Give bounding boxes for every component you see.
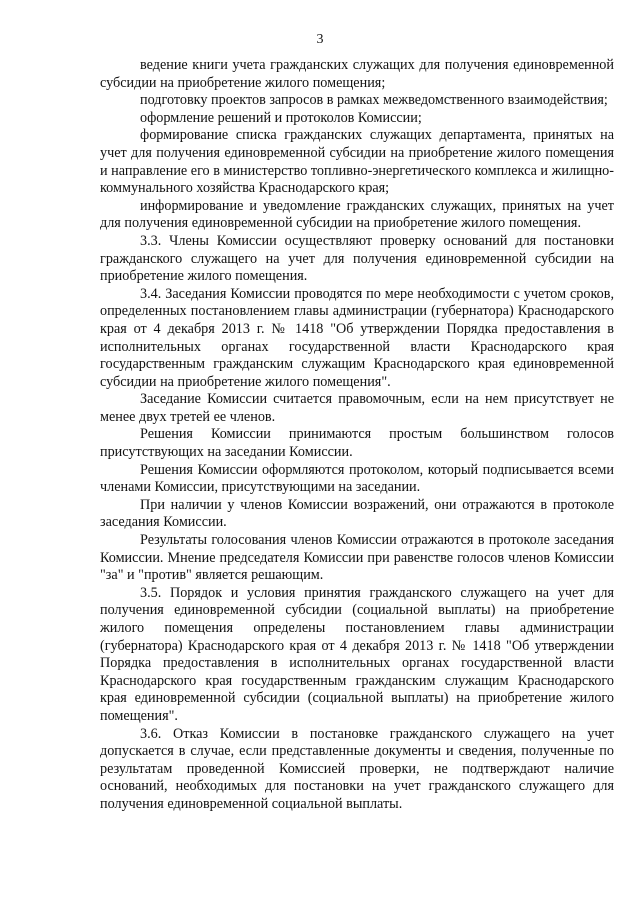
paragraph-3-4: 3.4. Заседания Комиссии проводятся по мере необходимости с учетом сроков, определенных постановлением главы администрации (губернатора) Краснодарского края от 4 декабря 2013 г. № 1418 "Об утверждении Порядка предоставления в исполнительных органах государственной власти Краснодарского края государственным гражданским служащим Краснодарского края единовременной субсидии на приобретение жилого помещения". bbox=[100, 285, 614, 390]
paragraph-decisions-protocols: оформление решений и протоколов Комиссии; bbox=[140, 109, 422, 126]
paragraph-employee-list: формирование списка гражданских служащих департамента, принятых на учет для получения единовременной субсидии на приобретение жилого помещения и направление его в министерство топливно-энергетического комплекса и жилищно-коммунального хозяйства Краснодарского края; bbox=[100, 127, 614, 197]
paragraph-notification: информирование и уведомление гражданских служащих, принятых на учет для получения единовременной субсидии на приобретение жилого помещения. bbox=[100, 197, 614, 232]
document-body bbox=[100, 57, 614, 814]
paragraph-quorum: Заседание Комиссии считается правомочным, если на нем присутствует не менее двух третей ее членов. bbox=[100, 391, 614, 425]
paragraph-3-3: 3.3. Члены Комиссии осуществляют проверку оснований для постановки гражданского служащего на учет для получения единовременной субсидии на приобретение жилого помещения. bbox=[100, 232, 614, 285]
paragraph-book-keeping: ведение книги учета гражданских служащих для получения единовременной субсидии на приобретение жилого помещения; bbox=[100, 57, 614, 91]
paragraph-protocol-signing: Решения Комиссии оформляются протоколом, который подписывается всеми членами Комиссии, присутствующими на заседании. bbox=[100, 461, 614, 496]
paragraph-voting-results: Результаты голосования членов Комиссии отражаются в протоколе заседания Комиссии. Мнение председателя Комиссии при равенстве голосов членов Комиссии "за" и "против" является решающим. bbox=[100, 532, 614, 584]
paragraph-3-6: 3.6. Отказ Комиссии в постановке гражданского служащего на учет допускается в случае, если представленные документы и сведения, полученные по результатам проведенной Комиссией проверки, не подтверждают наличие оснований, необходимых для постановки на учет гражданского служащего для получения единовременной социальной выплаты. bbox=[100, 725, 614, 812]
paragraph-interagency-requests: подготовку проектов запросов в рамках межведомственного взаимодействия; bbox=[140, 92, 608, 109]
paragraph-majority-vote: Решения Комиссии принимаются простым большинством голосов присутствующих на заседании Комиссии. bbox=[100, 426, 614, 461]
paragraph-3-5: 3.5. Порядок и условия принятия гражданского служащего на учет для получения единовременной субсидии (социальной выплаты) на приобретение жилого помещения определены постановлением главы администрации (губернатора) Краснодарского края от 4 декабря 2013 г. № 1418 "Об утверждении Порядка предоставления в исполнительных органах государственной власти Краснодарского края государственным гражданским служащим Краснодарского края единовременной субсидии (социальной выплаты) на приобретение жилого помещения". bbox=[100, 584, 614, 724]
page-number: 3 bbox=[316, 32, 324, 47]
paragraph-objections: При наличии у членов Комиссии возражений, они отражаются в протоколе заседания Комиссии. bbox=[100, 496, 614, 531]
